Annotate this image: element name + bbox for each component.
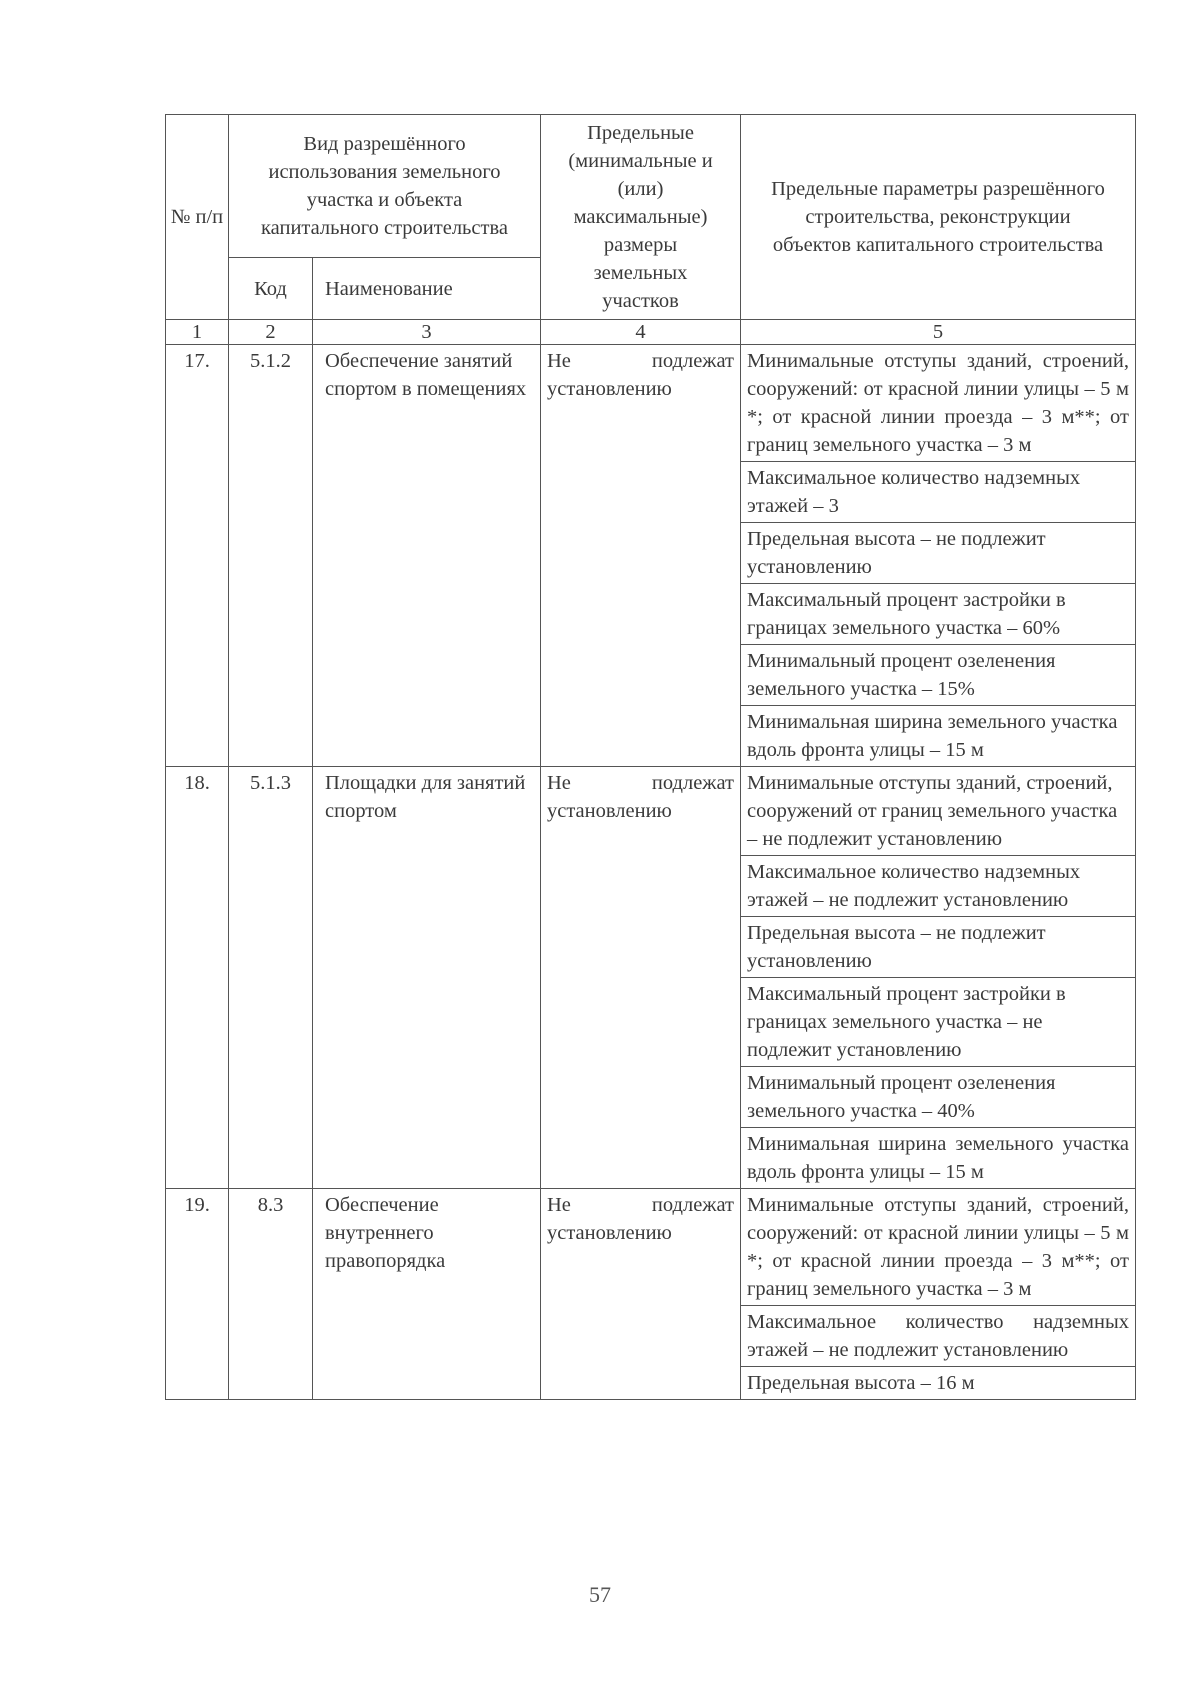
row-code: 5.1.2 bbox=[229, 345, 313, 767]
param-cell: Максимальное количество надземных этажей – 3 bbox=[741, 462, 1136, 523]
param-cell: Максимальный процент застройки в границах земельного участка – 60% bbox=[741, 584, 1136, 645]
header-plot-sizes: Предельные (минимальные и (или) максимальные) размеры земельных участков bbox=[541, 115, 741, 320]
row-plot-sizes: Не подлежат установлению bbox=[541, 345, 741, 767]
header-name: Наименование bbox=[313, 258, 541, 320]
land-use-table bbox=[165, 114, 1136, 1400]
column-number: 1 bbox=[166, 320, 229, 345]
param-cell: Предельная высота – не подлежит установлению bbox=[741, 523, 1136, 584]
row-number: 19. bbox=[166, 1189, 229, 1400]
table-row bbox=[166, 1189, 1136, 1306]
param-cell: Минимальные отступы зданий, строений, сооружений: от красной линии улицы – 5 м *; от красной линии проезда – 3 м**; от границ земельного участка – 3 м bbox=[741, 1189, 1136, 1306]
param-cell: Максимальное количество надземных этажей – не подлежит установлению bbox=[741, 1306, 1136, 1367]
param-cell: Максимальное количество надземных этажей – не подлежит установлению bbox=[741, 856, 1136, 917]
header-construction-params: Предельные параметры разрешённого строительства, реконструкции объектов капитального строительства bbox=[741, 115, 1136, 320]
row-name: Обеспечение внутреннего правопорядка bbox=[313, 1189, 541, 1400]
row-plot-sizes: Не подлежат установлению bbox=[541, 767, 741, 1189]
document-page bbox=[165, 114, 1135, 1400]
param-cell: Предельная высота – не подлежит установлению bbox=[741, 917, 1136, 978]
param-cell: Предельная высота – 16 м bbox=[741, 1367, 1136, 1400]
row-name: Площадки для занятий спортом bbox=[313, 767, 541, 1189]
param-cell: Минимальный процент озеленения земельного участка – 40% bbox=[741, 1067, 1136, 1128]
param-cell: Минимальная ширина земельного участка вдоль фронта улицы – 15 м bbox=[741, 706, 1136, 767]
row-number: 18. bbox=[166, 767, 229, 1189]
param-cell: Максимальный процент застройки в границах земельного участка – не подлежит установлению bbox=[741, 978, 1136, 1067]
column-number: 2 bbox=[229, 320, 313, 345]
table-row bbox=[166, 345, 1136, 462]
column-number: 5 bbox=[741, 320, 1136, 345]
page-number: 57 bbox=[589, 1582, 611, 1607]
column-number: 4 bbox=[541, 320, 741, 345]
row-code: 8.3 bbox=[229, 1189, 313, 1400]
row-number: 17. bbox=[166, 345, 229, 767]
param-cell: Минимальный процент озеленения земельного участка – 15% bbox=[741, 645, 1136, 706]
column-number-row bbox=[166, 320, 1136, 345]
param-cell: Минимальные отступы зданий, строений, сооружений от границ земельного участка – не подлежит установлению bbox=[741, 767, 1136, 856]
header-code: Код bbox=[229, 258, 313, 320]
row-plot-sizes: Не подлежат установлению bbox=[541, 1189, 741, 1400]
table-row bbox=[166, 767, 1136, 856]
param-cell: Минимальная ширина земельного участка вдоль фронта улицы – 15 м bbox=[741, 1128, 1136, 1189]
header-use-kind: Вид разрешённого использования земельного участка и объекта капитального строительства bbox=[229, 115, 541, 258]
header-number: № п/п bbox=[166, 115, 229, 320]
param-cell: Минимальные отступы зданий, строений, сооружений: от красной линии улицы – 5 м *; от красной линии проезда – 3 м**; от границ земельного участка – 3 м bbox=[741, 345, 1136, 462]
column-number: 3 bbox=[313, 320, 541, 345]
row-name: Обеспечение занятий спортом в помещениях bbox=[313, 345, 541, 767]
row-code: 5.1.3 bbox=[229, 767, 313, 1189]
